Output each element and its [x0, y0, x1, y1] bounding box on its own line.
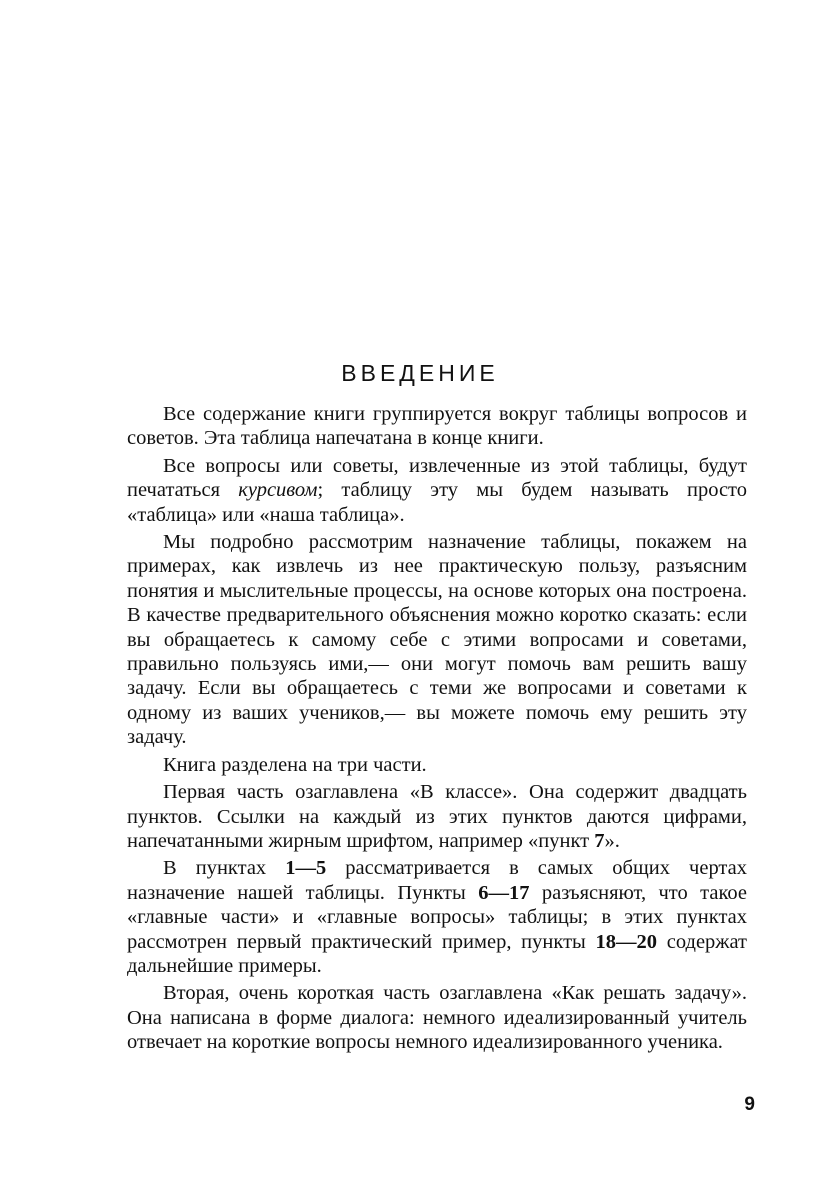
bold-reference: 6—17	[478, 881, 530, 904]
paragraph-text: Все содержание книги группируется вокруг таблицы вопросов и советов. Эта таблица напечатана в конце книги.	[127, 403, 747, 450]
paragraph-4	[127, 753, 747, 777]
paragraph-text: В пунктах	[163, 857, 286, 880]
paragraph-text: содержат дальнейшие примеры.	[127, 930, 747, 977]
paragraph-3	[127, 530, 747, 750]
paragraph-1	[127, 402, 747, 451]
paragraph-text: разъясняют, что такое «главные части» и «главные вопросы» таблицы; в этих пунктах рассмотрен первый практический пример, пункты	[127, 881, 747, 953]
page-number: 9	[744, 1094, 755, 1115]
paragraph-text: ».	[604, 829, 620, 852]
italic-term: курсивом	[238, 479, 318, 502]
paragraph-text: Все вопросы или советы, извлеченные из этой таблицы, будут печататься	[127, 454, 747, 502]
bold-reference: 1—5	[285, 857, 327, 880]
paragraph-text: ; таблицу эту мы будем называть просто «таблица» или «наша таблица».	[127, 479, 747, 526]
paragraph-text: Вторая, очень короткая часть озаглавлена «Как решать задачу». Она написана в форме диалога: немного идеализированный учитель отвечает на короткие вопросы немного идеализированного ученика.	[127, 982, 747, 1054]
paragraph-text: Первая часть озаглавлена «В классе». Она содержит двадцать пунктов. Ссылки на каждый из этих пунктов даются цифрами, напечатанными жирным шрифтом, например «пункт	[127, 781, 747, 852]
bold-reference: 7	[594, 829, 605, 852]
chapter-title: ВВЕДЕНИЕ	[341, 360, 499, 386]
paragraph-text: рассматривается в самых общих чертах назначение нашей таблицы. Пункты	[127, 857, 747, 904]
paragraph-5	[127, 780, 747, 853]
chapter-body	[127, 402, 747, 1055]
paragraph-text: Книга разделена на три части.	[163, 753, 427, 776]
bold-reference: 18—20	[595, 930, 658, 953]
paragraph-7	[127, 981, 747, 1054]
paragraph-6	[127, 856, 747, 978]
paragraph-text: Мы подробно рассмотрим назначение таблицы, покажем на примерах, как извлечь из нее практическую пользу, разъясним понятия и мыслительные процессы, на основе которых она построена. В качестве предварительного объяснения можно коротко сказать: если вы обращаетесь к самому себе с этими вопросами и советами, правильно пользуясь ими,— они могут помочь вам решить вашу задачу. Если вы обращаетесь с теми же вопросами и советами к одному из ваших учеников,— вы можете помочь ему решить эту задачу.	[127, 531, 747, 749]
paragraph-2	[127, 454, 747, 527]
